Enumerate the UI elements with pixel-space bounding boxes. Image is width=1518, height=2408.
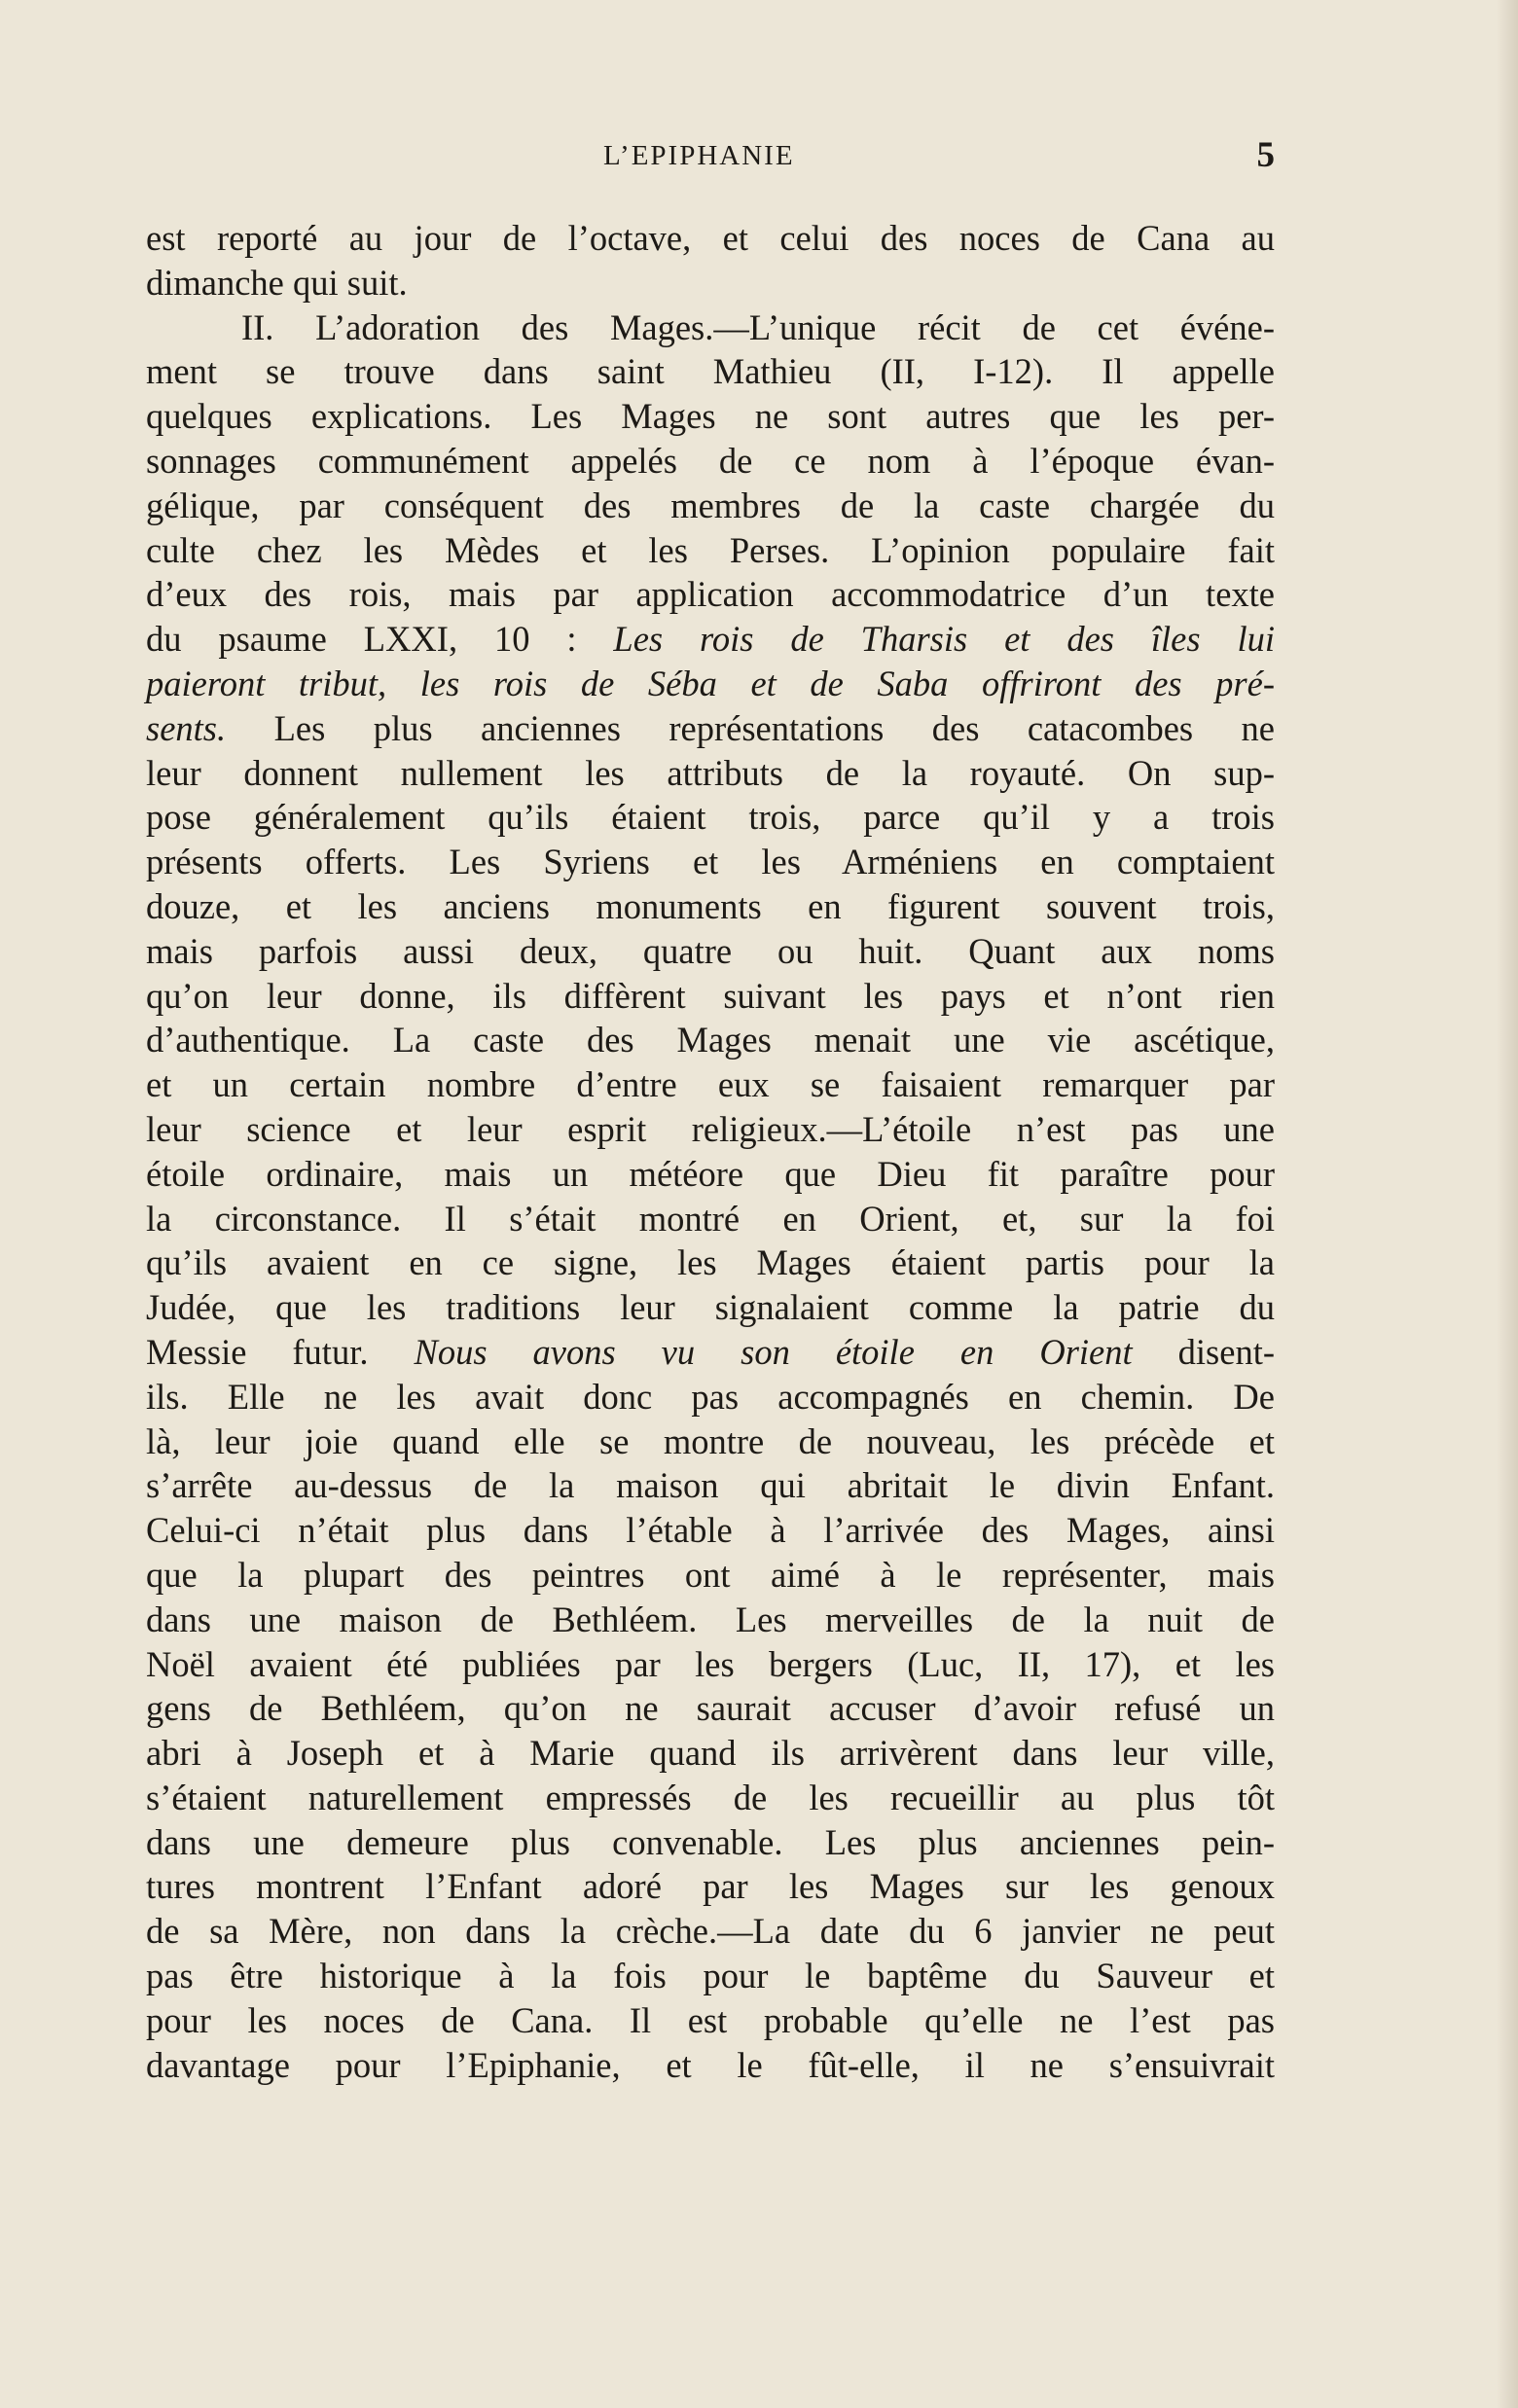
text-line	[146, 2043, 1275, 2088]
text-segment: présents offerts. Les Syriens et les Arméniens en comptaient	[146, 842, 1275, 882]
text-line	[146, 1909, 1275, 1954]
text-line	[146, 840, 1275, 884]
text-segment: Noël avaient été publiées par les bergers (Luc, II, 17), et les	[146, 1643, 1275, 1684]
text-line	[146, 1820, 1275, 1865]
text-line	[146, 1864, 1275, 1909]
text-segment: et un certain nombre d’entre eux se faisaient remarquer par	[146, 1064, 1275, 1105]
text-segment: ment se trouve dans saint Mathieu (II, I-12). Il appelle	[146, 351, 1275, 392]
text-line	[146, 349, 1275, 394]
text-line	[146, 974, 1275, 1019]
text-segment: s’arrête au-dessus de la maison qui abritait le divin Enfant.	[146, 1465, 1275, 1506]
text-line	[146, 572, 1275, 617]
text-segment: qu’ils avaient en ce signe, les Mages étaient partis pour la	[146, 1242, 1275, 1283]
text-line	[146, 1508, 1275, 1553]
text-line	[146, 1420, 1275, 1464]
text-line	[146, 1330, 1275, 1375]
text-segment: Messie futur.	[146, 1331, 415, 1372]
text-segment: étoile ordinaire, mais un météore que Dieu fit paraître pour	[146, 1153, 1275, 1194]
italic-text-segment: sents.	[146, 707, 227, 748]
italic-text-segment: paieront tribut, les rois de Séba et de Saba offriront des pré-	[146, 663, 1275, 703]
text-segment: culte chez les Mèdes et les Perses. L’opinion populaire fait	[146, 529, 1275, 570]
italic-text-segment: Les rois de Tharsis et des îles lui	[613, 619, 1275, 660]
text-line	[146, 305, 1275, 350]
page-header	[146, 134, 1275, 183]
text-segment: gens de Bethléem, qu’on ne saurait accuser d’avoir refusé un	[146, 1688, 1275, 1729]
text-line	[146, 795, 1275, 840]
text-segment: du psaume LXXI, 10 :	[146, 619, 614, 660]
text-line	[146, 1642, 1275, 1687]
page-number: 5	[1256, 135, 1275, 175]
text-segment: dans une maison de Bethléem. Les merveilles de la nuit de	[146, 1599, 1275, 1639]
text-segment: mais parfois aussi deux, quatre ou huit. Quant aux noms	[146, 930, 1275, 971]
text-segment: Judée, que les traditions leur signalaient comme la patrie du	[146, 1287, 1275, 1328]
text-segment: leur science et leur esprit religieux.—L’étoile n’est pas une	[146, 1108, 1275, 1149]
text-line	[146, 1062, 1275, 1107]
text-line	[146, 1776, 1275, 1820]
text-segment: abri à Joseph et à Marie quand ils arrivèrent dans leur ville,	[146, 1733, 1275, 1774]
text-segment: qu’on leur donne, ils diffèrent suivant les pays et n’ont rien	[146, 975, 1275, 1016]
text-line	[146, 1463, 1275, 1508]
text-segment: tures montrent l’Enfant adoré par les Mages sur les genoux	[146, 1866, 1275, 1907]
text-line	[146, 1553, 1275, 1598]
text-line	[146, 261, 1275, 305]
text-line	[146, 884, 1275, 929]
text-line	[146, 1285, 1275, 1330]
text-segment: leur donnent nullement les attributs de la royauté. On sup-	[146, 752, 1275, 793]
running-head: L’EPIPHANIE	[603, 140, 795, 171]
text-line	[146, 216, 1275, 261]
text-segment: la circonstance. Il s’était montré en Orient, et, sur la foi	[146, 1198, 1275, 1239]
text-line	[146, 617, 1275, 662]
text-line	[146, 394, 1275, 439]
text-line	[146, 706, 1275, 751]
text-line	[146, 1731, 1275, 1776]
text-line	[146, 1152, 1275, 1197]
text-line	[146, 1998, 1275, 2043]
text-segment: s’étaient naturellement empressés de les recueillir au plus tôt	[146, 1777, 1275, 1817]
text-line	[146, 1954, 1275, 1998]
italic-text-segment: Nous avons vu son étoile en Orient	[414, 1331, 1133, 1372]
text-segment: d’eux des rois, mais par application accommodatrice d’un texte	[146, 574, 1275, 615]
text-segment: dans une demeure plus convenable. Les plus anciennes pein-	[146, 1821, 1275, 1862]
text-line	[146, 1375, 1275, 1420]
text-segment: pose généralement qu’ils étaient trois, parce qu’il y a trois	[146, 797, 1275, 838]
text-line	[146, 439, 1275, 484]
text-segment: quelques explications. Les Mages ne sont autres que les per-	[146, 396, 1275, 437]
text-line	[146, 528, 1275, 573]
text-line	[146, 484, 1275, 528]
page-edge-shadow	[1497, 0, 1518, 2408]
text-line	[146, 929, 1275, 974]
text-line	[146, 1598, 1275, 1642]
text-segment: II. L’adoration des Mages.—L’unique récit de cet événe-	[241, 306, 1275, 347]
text-segment: ils. Elle ne les avait donc pas accompagnés en chemin. De	[146, 1376, 1275, 1417]
text-line	[146, 1197, 1275, 1241]
text-line	[146, 1686, 1275, 1731]
text-segment: gélique, par conséquent des membres de la caste chargée du	[146, 485, 1275, 525]
text-line	[146, 1107, 1275, 1152]
text-segment: dimanche qui suit.	[146, 262, 408, 303]
text-segment: douze, et les anciens monuments en figurent souvent trois,	[146, 885, 1275, 926]
text-segment: de sa Mère, non dans la crèche.—La date du 6 janvier ne peut	[146, 1911, 1275, 1952]
text-line	[146, 751, 1275, 796]
text-segment: pas être historique à la fois pour le baptême du Sauveur et	[146, 1956, 1275, 1996]
body-text	[146, 216, 1275, 2087]
text-line	[146, 1240, 1275, 1285]
text-segment: d’authentique. La caste des Mages menait une vie ascétique,	[146, 1020, 1275, 1060]
text-segment: Les plus anciennes représentations des catacombes ne	[226, 707, 1275, 748]
text-segment: davantage pour l’Epiphanie, et le fût-elle, il ne s’ensuivrait	[146, 2044, 1275, 2085]
text-line	[146, 1018, 1275, 1062]
text-segment: est reporté au jour de l’octave, et celui des noces de Cana au	[146, 218, 1275, 258]
text-line	[146, 662, 1275, 706]
text-segment: Celui-ci n’était plus dans l’étable à l’arrivée des Mages, ainsi	[146, 1510, 1275, 1551]
text-segment: pour les noces de Cana. Il est probable qu’elle ne l’est pas	[146, 1999, 1275, 2040]
text-segment: disent-	[1132, 1331, 1275, 1372]
text-segment: que la plupart des peintres ont aimé à le représenter, mais	[146, 1554, 1275, 1595]
text-segment: sonnages communément appelés de ce nom à l’époque évan-	[146, 440, 1275, 481]
text-segment: là, leur joie quand elle se montre de nouveau, les précède et	[146, 1420, 1275, 1461]
